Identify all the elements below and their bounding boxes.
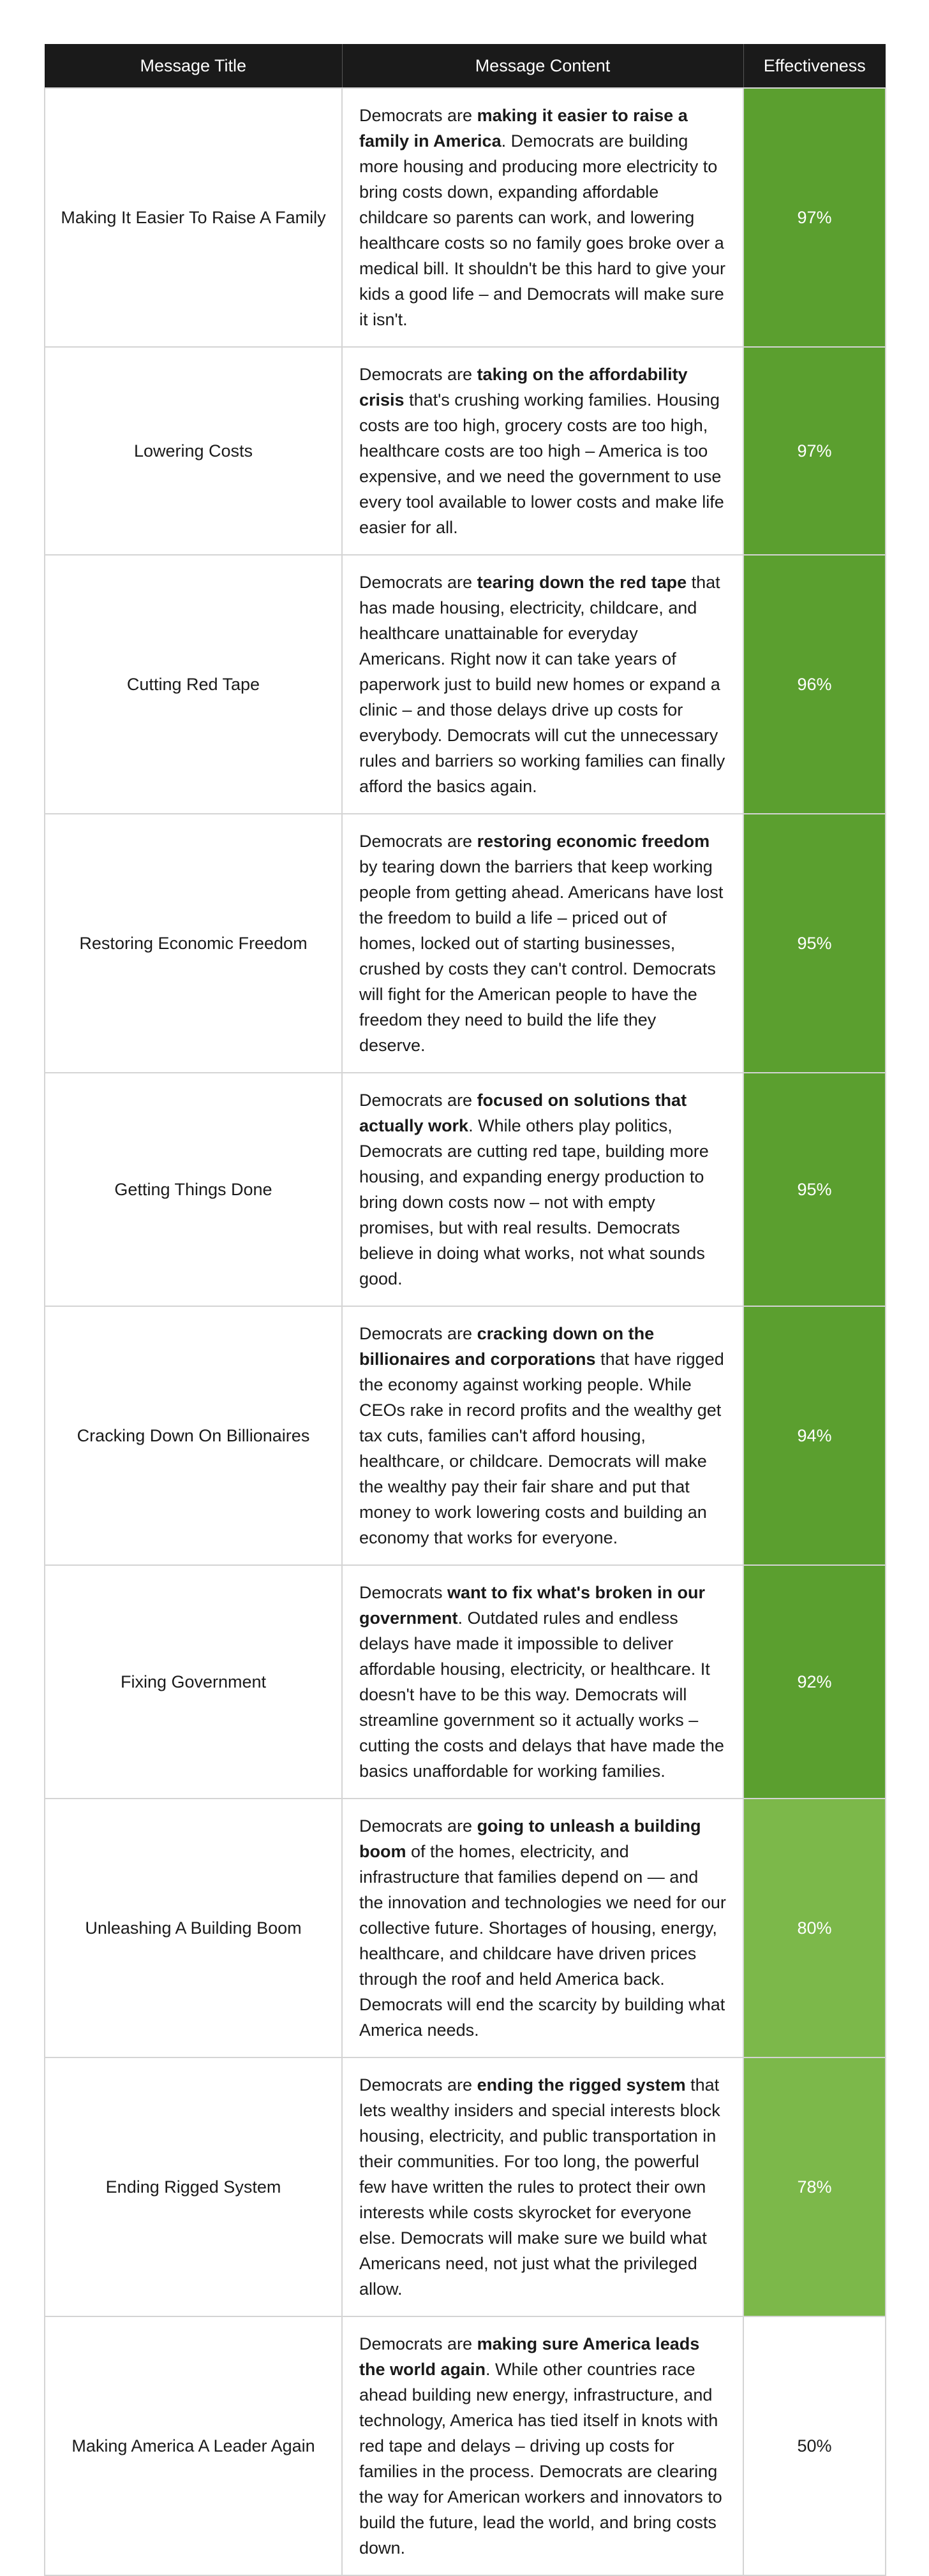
message-content-cell (342, 1565, 743, 1799)
message-emphasis-text: ending the rigged system (477, 2075, 686, 2094)
effectiveness-cell: 97% (743, 88, 886, 347)
message-effectiveness-table (44, 44, 886, 2576)
message-title-cell: Making America A Leader Again (45, 2316, 342, 2575)
effectiveness-cell: 95% (743, 814, 886, 1073)
message-title-cell: Getting Things Done (45, 1073, 342, 1306)
effectiveness-cell: 50% (743, 2316, 886, 2575)
table-row (45, 1306, 886, 1565)
message-title-cell: Ending Rigged System (45, 2057, 342, 2316)
effectiveness-cell: 95% (743, 1073, 886, 1306)
message-body-text: by tearing down the barriers that keep working people from getting ahead. Americans have lost the freedom to build a life – priced out of homes, locked out of starting businesses, crushed by costs they can't control. Democrats will fight for the American people to have the freedom they need to build the life they deserve. (359, 857, 724, 1055)
effectiveness-cell: 78% (743, 2057, 886, 2316)
message-body-text: of the homes, electricity, and infrastructure that families depend on — and the innovation and technologies we need for our collective future. Shortages of housing, energy, healthcare, and childcare have driven prices through the roof and held America back. Democrats will end the scarcity by building what America needs. (359, 1842, 726, 2040)
table-body (45, 88, 886, 2575)
message-lead-text: Democrats are (359, 2334, 477, 2353)
message-table-wrapper (44, 44, 885, 2576)
header-row (45, 44, 886, 88)
table-row (45, 1073, 886, 1306)
message-emphasis-text: restoring economic freedom (477, 832, 710, 851)
effectiveness-cell: 94% (743, 1306, 886, 1565)
table-row (45, 2057, 886, 2316)
message-title-cell: Fixing Government (45, 1565, 342, 1799)
table-row (45, 1799, 886, 2057)
message-emphasis-text: want to fix what's broken in our government (359, 1583, 705, 1628)
message-emphasis-text: focused on solutions that actually work (359, 1091, 687, 1135)
table-row (45, 347, 886, 555)
message-title-cell: Lowering Costs (45, 347, 342, 555)
message-content-cell (342, 555, 743, 814)
table-header (45, 44, 886, 88)
message-body-text: that have rigged the economy against working people. While CEOs rake in record profits and the wealthy get tax cuts, families can't afford housing, healthcare, or childcare. Democrats will make the wealthy pay their fair share and put that money to work lowering costs and building an economy that works for everyone. (359, 1350, 724, 1547)
effectiveness-cell: 96% (743, 555, 886, 814)
message-lead-text: Democrats (359, 1583, 448, 1602)
message-content-cell (342, 2316, 743, 2575)
table-row (45, 1565, 886, 1799)
table-row (45, 88, 886, 347)
message-content-cell (342, 1306, 743, 1565)
message-content-cell (342, 814, 743, 1073)
effectiveness-cell: 80% (743, 1799, 886, 2057)
message-body-text: . Outdated rules and endless delays have made it impossible to deliver affordable housing, electricity, or healthcare. It doesn't have to be this way. Democrats will streamline government so it actually works – cutting the costs and delays that have made the basics unaffordable for working families. (359, 1608, 724, 1781)
header-message-title: Message Title (45, 44, 342, 88)
effectiveness-cell: 97% (743, 347, 886, 555)
message-emphasis-text: going to unleash a building boom (359, 1816, 701, 1861)
message-lead-text: Democrats are (359, 106, 477, 125)
message-title-cell: Making It Easier To Raise A Family (45, 88, 342, 347)
message-lead-text: Democrats are (359, 1816, 477, 1836)
message-content-cell (342, 347, 743, 555)
header-message-content: Message Content (342, 44, 743, 88)
message-body-text: that has made housing, electricity, childcare, and healthcare unattainable for everyday Americans. Right now it can take years of paperwork just to build new homes or expand a clinic – and those delays drive up costs for everybody. Democrats will cut the unnecessary rules and barriers so working families can finally afford the basics again. (359, 573, 725, 796)
message-content-cell (342, 88, 743, 347)
message-body-text: that's crushing working families. Housing costs are too high, grocery costs are too high, healthcare costs are too high – America is too expensive, and we need the government to use every tool available to lower costs and make life easier for all. (359, 390, 724, 537)
message-emphasis-text: cracking down on the billionaires and corporations (359, 1324, 655, 1369)
table-row (45, 2316, 886, 2575)
table-row (45, 814, 886, 1073)
message-content-cell (342, 2057, 743, 2316)
message-lead-text: Democrats are (359, 1091, 477, 1110)
table-row (45, 555, 886, 814)
message-title-cell: Cutting Red Tape (45, 555, 342, 814)
message-content-cell (342, 1799, 743, 2057)
message-body-text: . While others play politics, Democrats are cutting red tape, building more housing, and expanding energy production to bring down costs now – not with empty promises, but with real results. Democrats believe in doing what works, not what sounds good. (359, 1116, 709, 1288)
message-emphasis-text: making it easier to raise a family in America (359, 106, 688, 151)
message-body-text: . While other countries race ahead building new energy, infrastructure, and technology, America has tied itself in knots with red tape and delays – driving up costs for families in the process. Democrats are clearing the way for American workers and innovators to build the future, lead the world, and bring costs down. (359, 2360, 722, 2558)
message-lead-text: Democrats are (359, 832, 477, 851)
message-lead-text: Democrats are (359, 365, 477, 384)
message-body-text: . Democrats are building more housing and producing more electricity to bring costs down, expanding affordable childcare so parents can work, and lowering healthcare costs so no family goes broke over a medical bill. It shouldn't be this hard to give your kids a good life – and Democrats will make sure it isn't. (359, 131, 725, 329)
message-emphasis-text: making sure America leads the world again (359, 2334, 700, 2379)
message-title-cell: Unleashing A Building Boom (45, 1799, 342, 2057)
message-emphasis-text: taking on the affordability crisis (359, 365, 688, 409)
header-effectiveness: Effectiveness (743, 44, 886, 88)
message-content-cell (342, 1073, 743, 1306)
message-body-text: that lets wealthy insiders and special interests block housing, electricity, and public transportation in their communities. For too long, the powerful few have written the rules to protect their own interests while costs skyrocket for everyone else. Democrats will make sure we build what Americans need, not just what the privileged allow. (359, 2075, 720, 2299)
message-lead-text: Democrats are (359, 573, 477, 592)
message-lead-text: Democrats are (359, 1324, 477, 1343)
message-title-cell: Cracking Down On Billionaires (45, 1306, 342, 1565)
message-emphasis-text: tearing down the red tape (477, 573, 687, 592)
message-lead-text: Democrats are (359, 2075, 477, 2094)
message-title-cell: Restoring Economic Freedom (45, 814, 342, 1073)
effectiveness-cell: 92% (743, 1565, 886, 1799)
